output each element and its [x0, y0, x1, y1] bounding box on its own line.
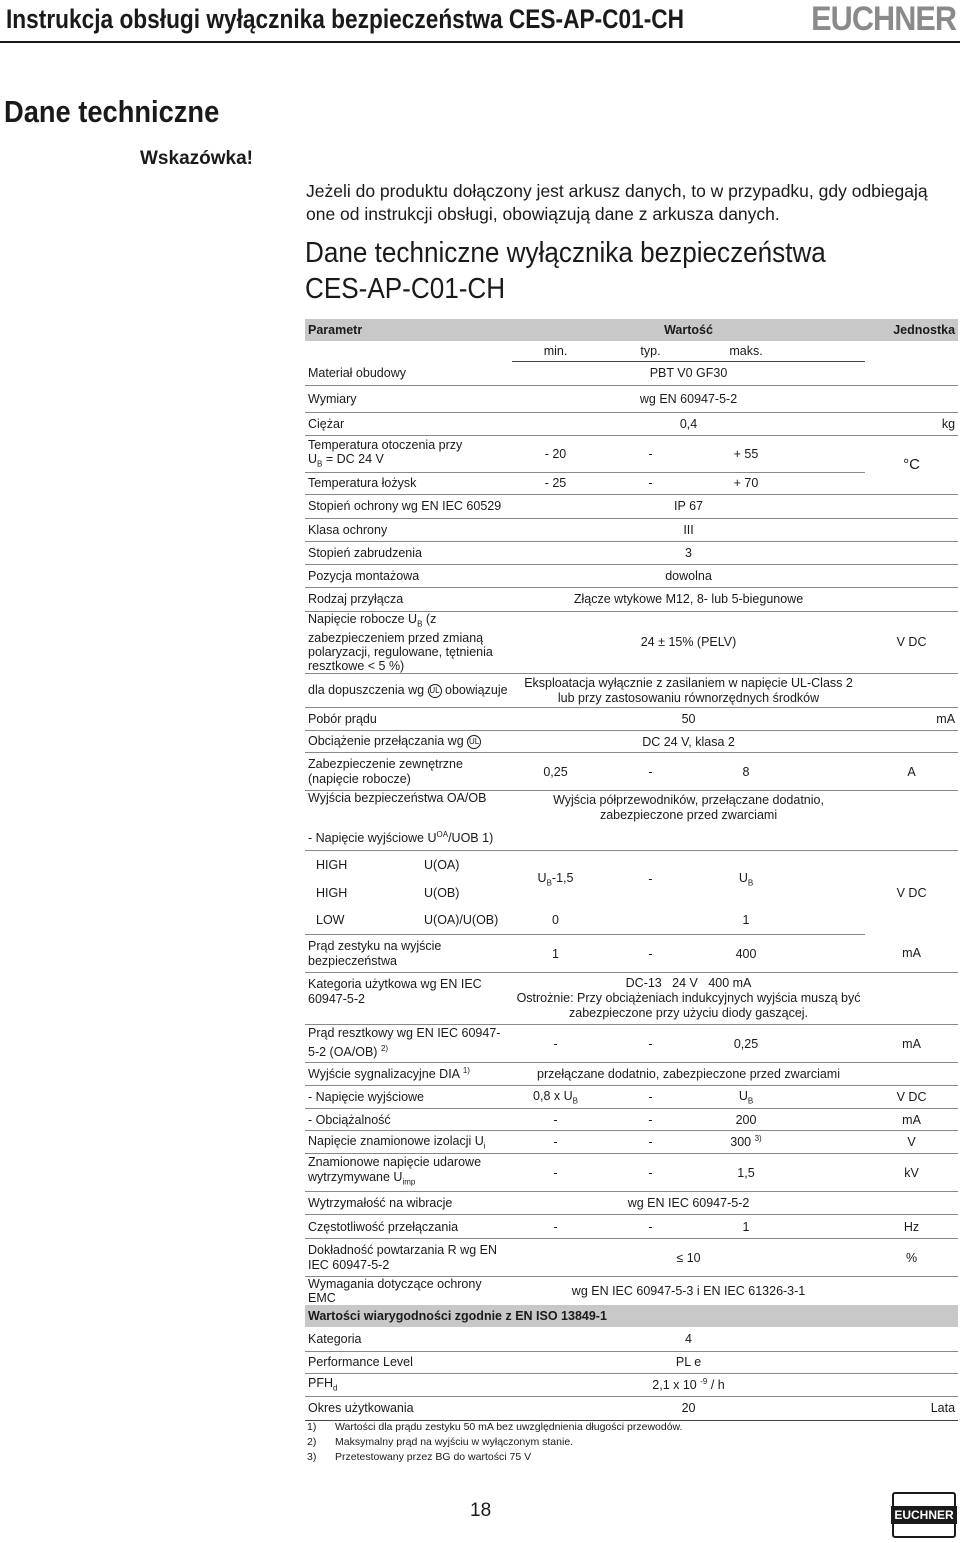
table-row: Napięcie znamionowe izolacji $U_i$ - - 300 $^{3)}$ V — [305, 1131, 958, 1154]
euchner-logo: EUCHNER — [810, 0, 956, 38]
header-divider — [0, 41, 960, 43]
table-row: Ciężar 0,4 kg — [305, 412, 958, 435]
footnote: 3) Przetestowany przez BG do wartości 75 V — [307, 1451, 532, 1463]
table-row: Zabezpieczenie zewnętrzne (napięcie robocze) 0,25 - 8 A — [305, 753, 958, 791]
table-heading-line-2: CES-AP-C01-CH — [305, 273, 506, 305]
footer-euchner-logo: EUCHNER — [892, 1492, 956, 1538]
technical-data-table — [305, 319, 958, 1421]
header-max: maks. — [702, 341, 790, 361]
header-min: min. — [512, 341, 599, 361]
table-row: Temperatura łożysk - 25 - + 70 — [305, 472, 958, 494]
table-row: Obciążenie przełączania wg UL DC 24 V, klasa 2 — [305, 731, 958, 753]
header-value: Wartość — [664, 323, 713, 337]
table-row: Materiał obudowy PBT V0 GF30 — [305, 361, 958, 385]
page-number: 18 — [470, 1500, 492, 1521]
section-title: Dane techniczne — [4, 94, 220, 129]
header-unit: Jednostka — [893, 323, 956, 337]
footnote: 1) Wartości dla prądu zestyku 50 mA bez uwzględnienia długości przewodów. — [307, 1421, 683, 1433]
table-row: $PFH_d$ 2,1 x 10 $^{-9}$ / h — [305, 1373, 958, 1396]
table-row: - Napięcie wyjściowe $U^{OA}$/UOB 1) — [305, 825, 958, 851]
table-header-row — [305, 319, 958, 341]
table-heading-line-1: Dane techniczne wyłącznika bezpieczeństwa — [305, 237, 826, 269]
table-row: HIGH U(OA) $U_B-1,5$ - $U_B$ V DC — [316, 857, 927, 900]
table-subheader-row — [305, 341, 958, 361]
note-text: Jeżeli do produktu dołączony jest arkusz danych, to w przypadku, gdy odbiegają one od instrukcji obsługi, obowiązują dane z arkusza danych. — [306, 181, 928, 224]
ul-certification-icon: UL — [467, 735, 481, 749]
header-typ: typ. — [599, 341, 702, 361]
table-row: Pozycja montażowa dowolna — [305, 564, 958, 587]
table-row: Dokładność powtarzania R wg EN IEC 60947-5-2 ≤ 10 % — [305, 1239, 958, 1277]
table-row: Performance Level PL e — [305, 1351, 958, 1373]
table-row: Temperatura otoczenia przy $U_B$ = DC 24 V - 20 - + 55 °C — [305, 435, 958, 472]
table-row: Okres użytkowania 20 Lata — [305, 1396, 958, 1420]
table-row: HIGH U(OB) — [316, 885, 460, 900]
header-param: Parametr — [308, 323, 363, 337]
table-row: - Obciążalność - - 200 mA — [305, 1109, 958, 1131]
ul-certification-icon: UL — [428, 684, 442, 698]
table-row: Kategoria użytkowa wg EN IEC 60947-5-2 DC-13 24 V 400 mA Ostrożnie: Przy obciążeniach indukcyjnych wyjścia muszą być zabezpieczone przy użyciu diody gaszącej. — [305, 973, 958, 1025]
table-row: Częstotliwość przełączania - - 1 Hz — [305, 1215, 958, 1239]
table-row: Pobór prądu 50 mA — [305, 708, 958, 731]
table-row: dla dopuszczenia wg UL obowiązuje Eksploatacja wyłącznie z zasilaniem w napięcie UL-Class 2 lub przy zastosowaniu równorzędnych środków — [305, 674, 958, 708]
reliability-section-header: Wartości wiarygodności zgodnie z EN ISO 13849-1 — [305, 1305, 958, 1327]
table-row: Wyjścia bezpieczeństwa OA/OB Wyjścia półprzewodników, przełączane dodatnio, zabezpieczone przed zwarciami — [308, 791, 824, 822]
table-row: - Napięcie wyjściowe 0,8 x $U_B$ - $U_B$ V DC — [305, 1086, 958, 1109]
page-header — [0, 0, 960, 42]
footnotes — [307, 1420, 682, 1465]
table-row: Prąd zestyku na wyjście bezpieczeństwa 1 - 400 mA — [305, 935, 958, 973]
table-row: Napięcie robocze $U_B$ (z zabezpieczeniem przed zmianą polaryzacji, regulowane, tętnienia resztkowe < 5 %) 24 ± 15% (PELV) V DC — [305, 611, 958, 674]
table-row: Wymagania dotyczące ochrony EMC wg EN IEC 60947-5-3 i EN IEC 61326-3-1 — [308, 1277, 806, 1305]
note-label: Wskazówka! — [140, 148, 253, 169]
table-row: LOW U(OA)/U(OB) 0 1 — [305, 907, 958, 935]
table-row: Prąd resztkowy wg EN IEC 60947-5-2 (OA/OB) $^{2)}$ - - 0,25 mA — [305, 1025, 958, 1063]
table-row: Rodzaj przyłącza Złącze wtykowe M12, 8- lub 5-biegunowe — [305, 587, 958, 611]
table-heading — [305, 235, 955, 307]
table-row: Stopień ochrony wg EN IEC 60529 IP 67 — [305, 494, 958, 518]
footnote: 2) Maksymalny prąd na wyjściu w wyłączonym stanie. — [307, 1436, 574, 1448]
table-row: Wyjście sygnalizacyjne DIA $^{1)}$ przełączane dodatnio, zabezpieczone przed zwarciami — [305, 1063, 958, 1086]
document-title: Instrukcja obsługi wyłącznika bezpieczeństwa CES-AP-C01-CH — [6, 4, 685, 34]
table-row: Wytrzymałość na wibracje wg EN IEC 60947-5-2 — [305, 1192, 958, 1215]
table-row: Stopień zabrudzenia 3 — [305, 541, 958, 564]
table-row: Kategoria 4 — [305, 1327, 958, 1351]
table-row: Klasa ochrony III — [305, 518, 958, 541]
table-row: Znamionowe napięcie udarowe wytrzymywane $U_{imp}$ - - 1,5 kV — [305, 1154, 958, 1192]
table-row: Wymiary wg EN 60947-5-2 — [305, 385, 958, 412]
